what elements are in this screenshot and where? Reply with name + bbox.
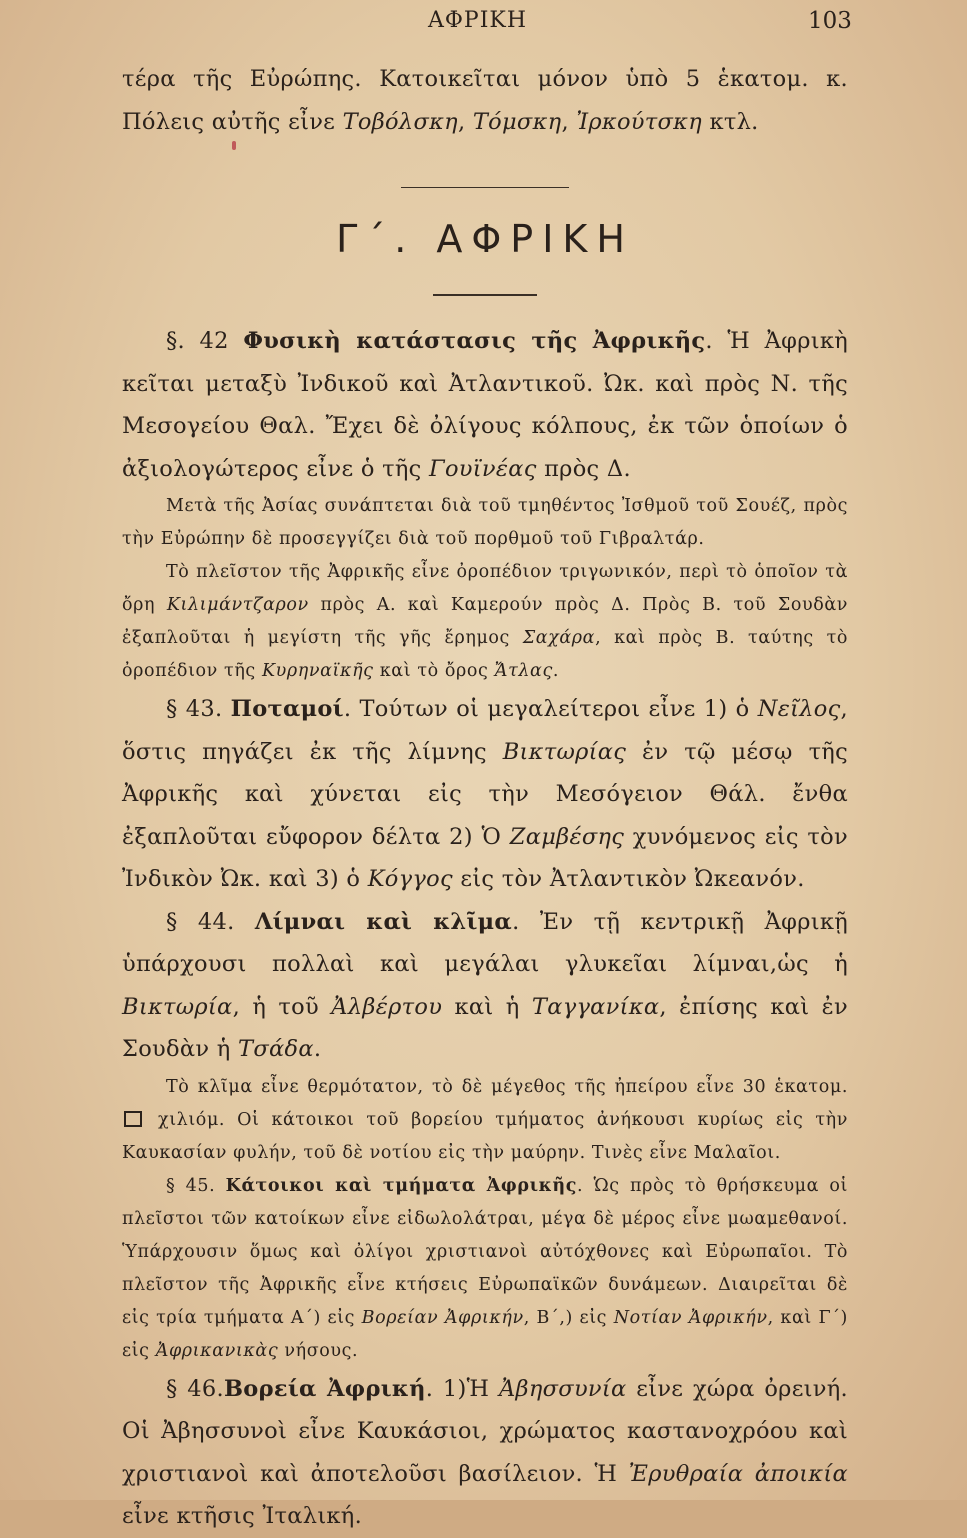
river-congo: Κόγγος bbox=[367, 866, 453, 892]
section-46 bbox=[122, 1368, 848, 1538]
note-suez: Μετὰ τῆς Ἀσίας συνάπτεται διὰ τοῦ τμηθέντος Ἰσθμοῦ τοῦ Σουέζ, πρὸς τὴν Εὐρώπην δὲ προσεγγίζει διὰ τοῦ πορθμοῦ τοῦ Γιβραλτάρ. bbox=[122, 496, 848, 549]
section-46-text-b: εἶνε χώρα ὀρεινή. Οἱ Ἀβησσυνοὶ εἶνε Καυκάσιοι, χρώματος καστανοχρόου καὶ χριστιανοὶ καὶ ἀποτελοῦσι βασίλειον. Ἡ bbox=[122, 1375, 848, 1487]
section-42-text-a: . Ἡ Ἀφρικὴ κεῖται μεταξὺ Ἰνδικοῦ καὶ Ἀτλαντικοῦ. Ὠκ. καὶ πρὸς Ν. τῆς Μεσογείου Θαλ. Ἔχει δὲ ὀλίγους κόλπους, ἐκ τῶν ὁποίων ὁ ἀξιολογώτερος εἶνε ὁ τῆς bbox=[122, 328, 848, 482]
running-head-title: ΑΦΡΙΚΗ bbox=[428, 8, 528, 33]
intro-text-a: τέρα τῆς Εὐρώπης. Κατοικεῖται μόνον ὑπὸ 5 ἑκατομ. κ. Πόλεις αὐτῆς εἶνε bbox=[122, 66, 848, 135]
section-42 bbox=[122, 320, 848, 490]
lake-tanganyika: Ταγγανίκα bbox=[531, 993, 660, 1020]
section-45-title: Κάτοικοι καὶ τμήματα Ἀφρικῆς bbox=[225, 1175, 577, 1196]
section-43 bbox=[122, 688, 848, 901]
heading-underline bbox=[433, 294, 537, 296]
african-islands: Ἀφρικανικὰς bbox=[155, 1340, 279, 1361]
note-plateau-e: . bbox=[552, 661, 560, 681]
section-44-text-c: καὶ ἡ bbox=[442, 993, 532, 1020]
section-45 bbox=[122, 1170, 848, 1368]
section-43-text-a: . Τούτων οἱ μεγαλείτεροι εἶνε 1) ὁ bbox=[343, 696, 758, 722]
note-climate-a: Τὸ κλῖμα εἶνε θερμότατον, τὸ δὲ μέγεθος τῆς ἠπείρου εἶνε 30 ἑκατομ. bbox=[166, 1076, 848, 1097]
lake-albert: Ἀλβέρτου bbox=[331, 993, 443, 1020]
note-climate-b: χιλιόμ. Οἱ κάτοικοι τοῦ βορείου τμήματος ἀνήκουσι κυρίως εἰς τὴν Καυκασίαν φυλήν, τοῦ δὲ νοτίου εἰς τὴν μαύρην. Τινὲς εἶνε Μαλαῖοι. bbox=[122, 1109, 848, 1163]
section-44-number: § 44. bbox=[166, 908, 255, 935]
section-44-text-d: , ἐπίσης καὶ ἐν Σουδὰν ἡ bbox=[122, 993, 848, 1062]
section-44-text-e: . bbox=[313, 1036, 322, 1062]
section-46-title: Βορεία Ἀφρική bbox=[223, 1375, 426, 1402]
note-plateau-c: , καὶ πρὸς Β. ταύτης τὸ ὀροπέδιον τῆς bbox=[122, 628, 848, 681]
eritrea-colony: Ἐρυθραία ἀποικία bbox=[628, 1460, 848, 1487]
section-43-number: § 43. bbox=[166, 696, 231, 722]
river-zambezi: Ζαμβέσης bbox=[509, 823, 625, 850]
gulf-guinea: Γουϊνέας bbox=[429, 455, 537, 482]
section-43-text-e: εἰς τὸν Ἀτλαντικὸν Ὠκεανόν. bbox=[452, 866, 805, 892]
city-tomsk: Τόμσκη bbox=[472, 108, 562, 135]
section-42-title: Φυσικὴ κατάστασις τῆς Ἀφρικῆς bbox=[243, 328, 706, 354]
note-plateau-a: Τὸ πλεῖστον τῆς Ἀφρικῆς εἶνε ὀροπέδιον τριγωνικόν, περὶ τὸ ὁποῖον τὰ ὄρη bbox=[122, 562, 848, 615]
city-irkutsk: Ἰρκούτσκη bbox=[576, 108, 703, 135]
section-45-text-c: , καὶ Γ΄) εἰς bbox=[122, 1307, 848, 1361]
page-number: 103 bbox=[808, 8, 852, 34]
cyrenaica: Κυρηναϊκῆς bbox=[262, 661, 374, 681]
section-45-text-d: νήσους. bbox=[278, 1340, 359, 1361]
section-46-text-a: . 1)Ἡ bbox=[425, 1375, 499, 1402]
section-42-text-b: πρὸς Δ. bbox=[536, 455, 631, 482]
section-44-text-a: . Ἐν τῇ κεντρικῇ Ἀφρικῇ ὑπάρχουσι πολλαὶ καὶ μεγάλαι γλυκεῖαι λίμναι,ὡς ἡ bbox=[122, 908, 848, 977]
square-symbol-icon bbox=[124, 1111, 142, 1127]
intro-sep-2: , bbox=[561, 108, 577, 135]
desert-sahara: Σαχάρα bbox=[522, 628, 596, 648]
section-divider bbox=[401, 187, 569, 188]
river-nile: Νεῖλος bbox=[757, 696, 841, 722]
south-africa: Νοτίαν Ἀφρικήν bbox=[613, 1307, 768, 1328]
section-43-text-d: χυνόμενος εἰς τὸν Ἰνδικὸν Ὠκ. καὶ 3) ὁ bbox=[122, 823, 849, 892]
section-42-number: §. 42 bbox=[166, 328, 244, 354]
lake-chad: Τσάδα bbox=[238, 1036, 314, 1062]
section-43-text-c: ἐν τῷ μέσῳ τῆς Ἀφρικῆς καὶ χύνεται εἰς τὴν Μεσόγειον Θάλ. ἔνθα ἐξαπλοῦται εὔφορον δέλτα 2) Ὁ bbox=[122, 738, 848, 850]
note-climate bbox=[122, 1071, 848, 1170]
section-46-number: § 46. bbox=[166, 1375, 224, 1402]
mount-atlas: Ἄτλας bbox=[494, 661, 553, 681]
running-head bbox=[0, 8, 967, 38]
intro-text-b: κτλ. bbox=[702, 108, 759, 135]
abyssinia: Ἀβησσυνία bbox=[498, 1375, 627, 1402]
section-46-text-c: εἶνε κτῆσις Ἰταλική. bbox=[122, 1503, 363, 1529]
section-43-text-b: , ὅστις πηγάζει ἐκ τῆς λίμνης bbox=[122, 696, 848, 765]
city-tobolsk: Τοβόλσκη bbox=[342, 108, 458, 135]
page-body bbox=[122, 58, 848, 1538]
note-plateau-d: καὶ τὸ ὄρος bbox=[373, 661, 495, 681]
chapter-heading: Γ΄. ΑΦΡΙΚΗ bbox=[336, 217, 634, 261]
lake-victoria: Βικτωρίας bbox=[502, 738, 627, 765]
section-44 bbox=[122, 901, 848, 1071]
section-45-number: § 45. bbox=[166, 1175, 226, 1196]
mount-kilimanjaro: Κιλιμάντζαρον bbox=[166, 595, 309, 615]
intro-sep-1: , bbox=[457, 108, 473, 135]
section-45-text-a: . Ὡς πρὸς τὸ θρήσκευμα οἱ πλεῖστοι τῶν κατοίκων εἶνε εἰδωλολάτραι, μέγα δὲ μέρος εἶνε μωαμεθανοί. Ὑπάρχουσιν ὅμως καὶ ὀλίγοι χριστιανοὶ αὐτόχθονες καὶ Εὐρωπαῖοι. Τὸ πλεῖστον τῆς Ἀφρικῆς εἶνε κτήσεις Εὐρωπαϊκῶν δυνάμεων. Διαιρεῖται δὲ εἰς τρία τμήματα Α΄) εἰς bbox=[122, 1175, 848, 1328]
north-africa: Βορείαν Ἀφρικήν bbox=[361, 1307, 524, 1328]
section-43-title: Ποταμοί bbox=[230, 696, 344, 722]
section-45-text-b: , Β΄,) εἰς bbox=[523, 1307, 614, 1328]
lake-victoria-2: Βικτωρία bbox=[122, 993, 233, 1020]
section-44-title: Λίμναι καὶ κλῖμα bbox=[254, 908, 513, 935]
note-plateau-b: πρὸς Α. καὶ Καμερούν πρὸς Δ. Πρὸς Β. τοῦ Σουδὰν ἐξαπλοῦται ἡ μεγίστη τῆς γῆς ἔρημος bbox=[122, 595, 848, 648]
intro-paragraph bbox=[122, 58, 848, 143]
note-plateau bbox=[122, 556, 848, 688]
section-44-text-b: , ἡ τοῦ bbox=[232, 993, 332, 1020]
